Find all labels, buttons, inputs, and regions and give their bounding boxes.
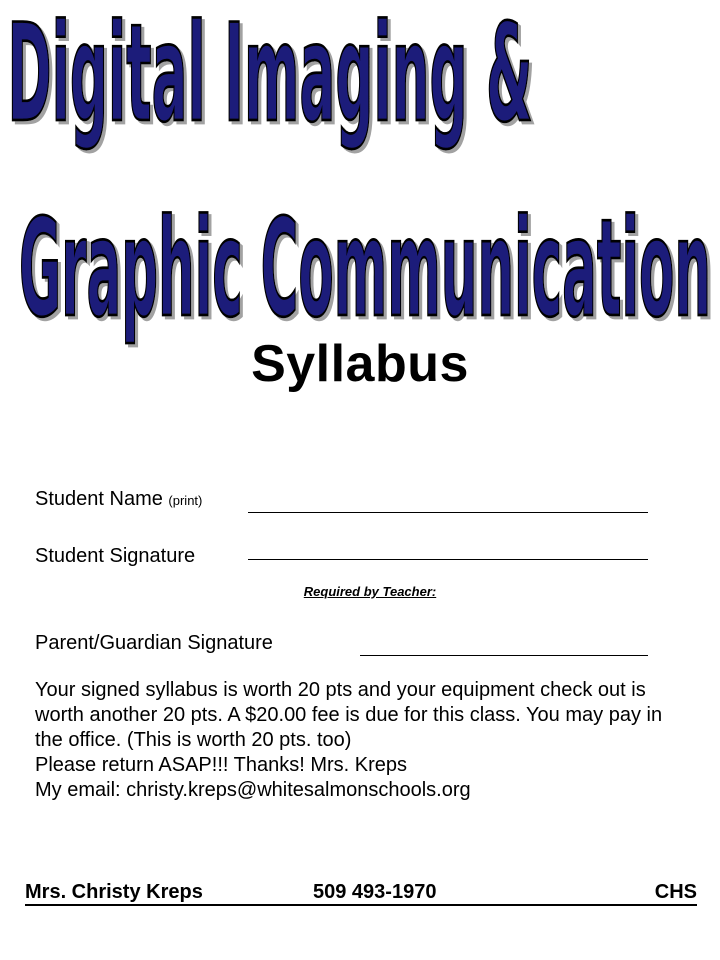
student-name-label	[35, 488, 202, 511]
points-paragraph: Your signed syllabus is worth 20 pts and your equipment check out is worth another 20 pts. A $20.00 fee is due for this class. You may pay in the office. (This is worth 20 pts. too)	[35, 679, 663, 751]
student-name-print-note: (print)	[168, 493, 203, 508]
syllabus-body	[35, 678, 695, 803]
course-title-wordart	[0, 0, 720, 350]
footer-teacher: Mrs. Christy Kreps	[25, 881, 203, 903]
title-line-2: Graphic Communication	[18, 191, 712, 348]
student-signature-label: Student Signature	[35, 545, 196, 567]
footer-bar	[25, 880, 697, 906]
title-line-1: Digital Imaging &	[7, 0, 533, 153]
required-note-text: Required by Teacher:	[303, 584, 437, 599]
email-line: My email: christy.kreps@whitesalmonschools.org	[35, 779, 471, 801]
footer-school: CHS	[654, 881, 697, 903]
parent-signature-label: Parent/Guardian Signature	[35, 632, 273, 654]
parent-signature-line[interactable]	[360, 655, 648, 656]
student-name-label-text: Student Name	[35, 488, 163, 510]
syllabus-heading: Syllabus	[251, 335, 469, 393]
student-name-line[interactable]	[248, 512, 648, 513]
footer-phone: 509 493-1970	[313, 881, 437, 903]
required-note	[0, 584, 720, 599]
student-signature-line[interactable]	[248, 559, 648, 560]
return-note: Please return ASAP!!! Thanks! Mrs. Kreps	[35, 754, 408, 776]
